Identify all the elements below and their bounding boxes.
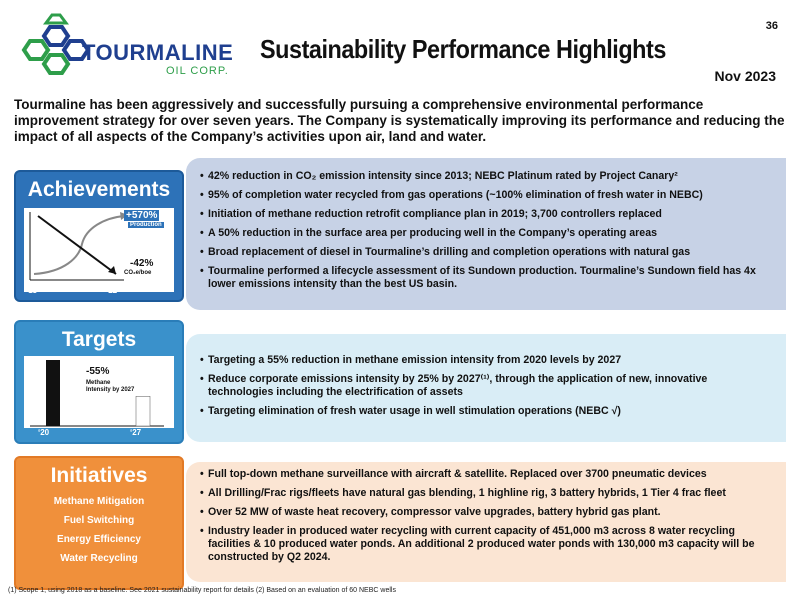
- achievements-panel: [14, 170, 184, 302]
- logo-wordmark: TOURMALINE: [82, 40, 234, 65]
- achievements-bullet: • 42% reduction in CO₂ emission intensity since 2013; NEBC Platinum rated by Project Canary²: [200, 170, 770, 183]
- company-logo: [16, 10, 246, 82]
- targets-bullet: • Targeting elimination of fresh water usage in well stimulation operations (NEBC √): [200, 405, 770, 418]
- targets-list: [186, 334, 786, 418]
- intro-paragraph: Tourmaline has been aggressively and successfully pursuing a comprehensive environmental performance improvement strategy for over seven years. The Company is systematically improving its performance and reducing the impact of all aspects of the Company’s activities upon air, land and water.: [14, 97, 785, 144]
- targets-bullet: • Reduce corporate emissions intensity by 25% by 2027⁽¹⁾, through the application of new, innovative technologies including the electrification of assets: [200, 373, 770, 399]
- initiatives-bullet: • All Drilling/Frac rigs/fleets have natural gas blending, 1 highline rig, 3 battery hybrids, 1 Tier 4 frac fleet: [200, 487, 770, 500]
- emissions-decrease-value: -42%: [130, 258, 154, 269]
- initiatives-bullet: • Full top-down methane surveillance with aircraft & satellite. Replaced over 3700 pneumatic devices: [200, 468, 770, 481]
- targets-panel: [14, 320, 184, 444]
- initiatives-list: [186, 462, 786, 564]
- footnote: (1) Scope 1, using 2018 as a baseline. See 2021 sustainability report for details (2) Based on an evaluation of 60 NEBC wells: [8, 587, 396, 594]
- initiative-category-item: Energy Efficiency: [57, 534, 141, 545]
- logo-subtitle: OIL CORP.: [166, 65, 229, 77]
- achievements-list: [186, 158, 786, 291]
- achievements-bullet: • Tourmaline performed a lifecycle assessment of its Sundown production. Tourmaline’s Sundown field has 4x lower emissions intensity than the best US basin.: [200, 265, 770, 291]
- production-increase-value: +570%: [126, 210, 158, 221]
- report-date: Nov 2023: [714, 68, 776, 84]
- initiative-category-item: Water Recycling: [60, 553, 138, 564]
- targets-x-end: ‘27: [130, 428, 142, 437]
- achievements-bullet: • Initiation of methane reduction retrofit compliance plan in 2019; 3,700 controllers replaced: [200, 208, 770, 221]
- targets-chart: [24, 356, 174, 428]
- initiative-category-item: Methane Mitigation: [53, 496, 145, 507]
- page-number: 36: [765, 20, 778, 32]
- emissions-unit-label: CO₂e/boe: [124, 270, 152, 276]
- initiatives-panel: [14, 456, 184, 590]
- initiatives-details-panel: [186, 462, 786, 582]
- initiatives-heading: Initiatives: [50, 464, 148, 487]
- bar-2020: [46, 360, 60, 426]
- methane-reduction-label: Methane Intensity by 2027: [86, 380, 135, 393]
- targets-details-panel: [186, 334, 786, 442]
- initiatives-bullet: • Over 52 MW of waste heat recovery, compressor valve upgrades, battery hybrid gas plant.: [200, 506, 770, 519]
- achievements-bullet: • A 50% reduction in the surface area per producing well in the Company’s operating areas: [200, 227, 770, 240]
- achievements-details-panel: [186, 158, 786, 310]
- targets-x-start: ‘20: [38, 428, 50, 437]
- page-title: Sustainability Performance Highlights: [260, 34, 666, 64]
- bar-2027: [136, 396, 150, 426]
- initiatives-category-list: [16, 492, 182, 568]
- targets-heading: Targets: [61, 328, 137, 351]
- achievements-chart: [24, 208, 174, 292]
- achievements-bullet: • 95% of completion water recycled from gas operations (~100% elimination of fresh water in NEBC): [200, 189, 770, 202]
- initiatives-bullet: • Industry leader in produced water recycling with current capacity of 451,000 m3 across 8 water recycling facilities & 10 produced water ponds. An additional 2 produced water ponds with 130,000 m3 capacity will be constructed by Q2 2024.: [200, 525, 770, 564]
- production-label: Production: [130, 222, 162, 228]
- methane-reduction-value: -55%: [86, 366, 110, 377]
- achievements-x-end: ‘22: [106, 286, 118, 295]
- achievements-x-start: ‘13: [26, 286, 38, 295]
- initiative-category-item: Fuel Switching: [63, 515, 135, 526]
- targets-bullet: • Targeting a 55% reduction in methane emission intensity from 2020 levels by 2027: [200, 354, 770, 367]
- achievements-heading: Achievements: [27, 178, 171, 201]
- achievements-bullet: • Broad replacement of diesel in Tourmaline’s drilling and completion operations with natural gas: [200, 246, 770, 259]
